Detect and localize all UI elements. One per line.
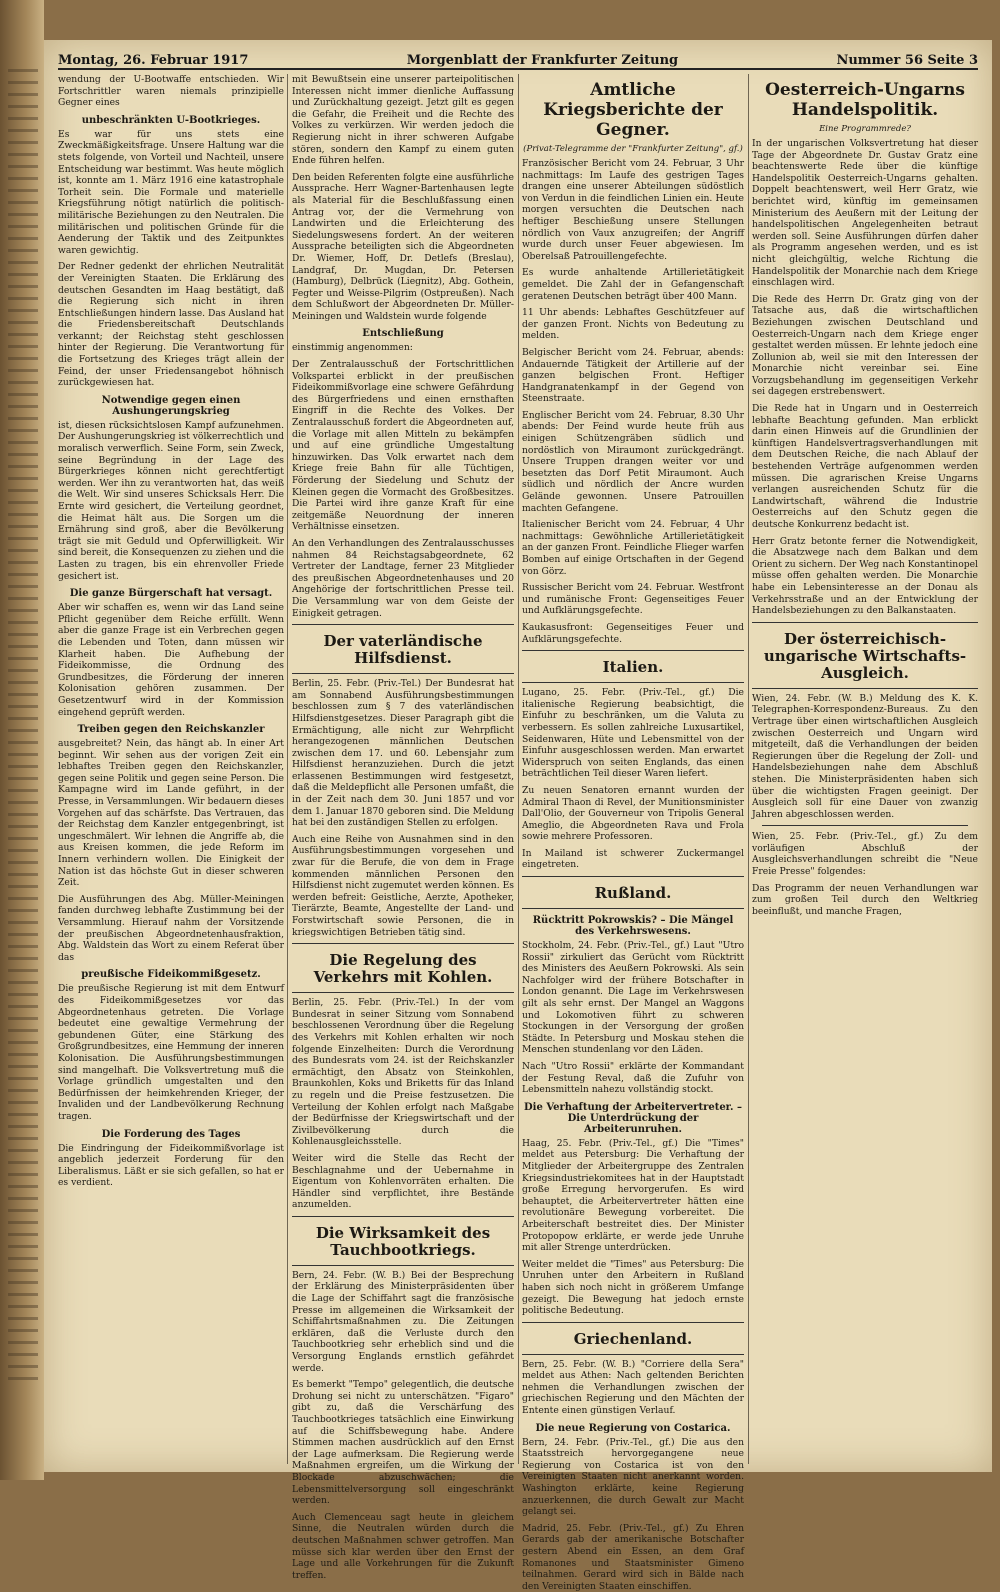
article-paragraph: An den Verhandlungen des Zentralausschusses nahmen 84 Reichstagsabgeordnete, 62 Vertreter der Landtage, ferner 23 Mitglieder des preußischen Abgeordnetenhauses und 20 Angehörige der fortschrittlichen Presse teil. Die Versammlung war von dem Geiste der Einigkeit getragen.: [292, 537, 514, 619]
article-note: (Privat-Telegramme der "Frankfurter Zeitung", gf.): [523, 144, 743, 154]
article-paragraph: Die Rede hat in Ungarn und in Oesterreich lebhafte Beachtung gefunden. Man erblickt darin einen Hinweis auf die Grundlinien der künftigen Handelsvertragsverhandlungen mit dem Deutschen Reiche, die nach Ablauf der bestehenden Verträge aufgenommen werden müssen. Die agrarischen Kreise Ungarns verlangen ausreichenden Schutz für die Landwirtschaft, während die Industrie Oesterreichs auf den Schutz gegen die deutsche Konkurrenz bedacht ist.: [752, 403, 978, 530]
article-paragraph: Die Ausführungen des Abg. Müller-Meiningen fanden durchweg lebhafte Zustimmung bei der Versammlung. Hierauf nahm der Vorsitzende der preußischen Abgeordnetenhausfraktion, Abg. Waldstein das Wort zu einem Referat über das: [58, 893, 284, 963]
column-rule: [287, 74, 288, 1464]
section-heading: Notwendige gegen einen Aushungerungskrieg: [101, 394, 241, 417]
article-paragraph: Englischer Bericht vom 24. Februar, 8.30 Uhr abends: Der Feind wurde heute früh aus einigen Schützengräben südlich und nordöstlich von Miraumont zurückgedrängt. Unsere Truppen drangen weiter vor und besetzten das Dorf Petit Miraumont. Auch südlich und nördlich der Ancre wurden Gelände gewonnen. Unsere Patrouillen machten Gefangene.: [522, 409, 744, 514]
article-paragraph: Den beiden Referenten folgte eine ausführliche Aussprache. Herr Wagner-Bartenhausen legte als Material für die Beschlußfassung einen Antrag vor, der die Vermehrung von Landwirten und die Erleichterung des Siedelungswesens fordert. An der weiteren Aussprache beteiligten sich die Abgeordneten Dr. Wiemer, Hoff, Dr. Detlefs (Breslau), Landgraf, Dr. Mugdan, Dr. Petersen (Hamburg), Delbrück (Liegnitz), Abg. Gothein, Fegter und Weisse-Pilgrim (Ostpreußen). Nach dem Schlußwort der Abgeordneten Dr. Müller-Meiningen und Waldstein wurde folgende: [292, 171, 514, 322]
section-heading: Die ganze Bürgerschaft hat versagt.: [69, 588, 273, 600]
article-paragraph: einstimmig angenommen:: [292, 342, 413, 354]
section-heading: Die Verhaftung der Arbeitervertreter. – Die Unterdrückung der Arbeiterunruhen.: [524, 1101, 742, 1135]
section-heading: preußische Fideikommißgesetz.: [81, 969, 261, 981]
article-paragraph: Wien, 24. Febr. (W. B.) Meldung des K. K. Telegraphen-Korrespondenz-Bureaus. Zu den Vertrage über einen wirtschaftlichen Ausgleich zwischen Oesterreich und Ungarn wird mitgeteilt, daß die Verhandlungen der beiden Regierungen über die Regelung der Zoll- und Handelsbeziehungen nahe dem Abschluß stehen. Die Ministerpräsidenten haben sich über die wichtigsten Fragen geeinigt. Der Ausgleich soll für eine Dauer von zwanzig Jahren abgeschlossen werden.: [752, 692, 978, 820]
section-heading: Rücktritt Pokrowskis? – Die Mängel des Verkehrswesens.: [532, 915, 734, 938]
article-paragraph: Französischer Bericht vom 24. Februar, 3 Uhr nachmittags: Im Laufe des gestrigen Tages drangen eine unserer Abteilungen südöstlich von Verdun in die feindlichen Linien ein. Heute morgen versuchten die Deutschen nach heftiger Beschießung unsere Stellungen nördlich von Vaux anzugreifen; der Angriff wurde durch unser Feuer abgewiesen. Im Oberelsaß Patrouillengefechte.: [522, 158, 744, 262]
article-paragraph: Weiter wird die Stelle das Recht der Beschlagnahme und der Uebernahme in Eigentum von Kohlenvorräten erhalten. Die Händler sind verpflichtet, ihre Bestände anzumelden.: [292, 1152, 514, 1211]
article-paragraph: Haag, 25. Febr. (Priv.-Tel., gf.) Die "Times" meldet aus Petersburg: Die Verhaftung der Mitglieder der Arbeitergruppe des Zentralen Kriegsindustriekomitees hat in der Hauptstadt große Erregung hervorgerufen. Es wird behauptet, die Arbeitervertreter hätten eine revolutionäre Bewegung vorbereitet. Die Arbeiterschaft bestreitet dies. Der Minister Protopopow erklärte, er werde jede Unruhe mit aller Strenge unterdrücken.: [522, 1137, 744, 1254]
column-3: [522, 74, 744, 1592]
article-paragraph: 11 Uhr abends: Lebhaftes Geschützfeuer auf der ganzen Front. Nichts von Bedeutung zu melden.: [522, 307, 744, 342]
article-paragraph: Berlin, 25. Febr. (Priv.-Tel.) Der Bundesrat hat am Sonnabend Ausführungsbestimmungen beschlossen zum § 7 des vaterländischen Hilfsdienstgesetzes. Dieser Paragraph gibt die Ermächtigung, alle nicht zur Wehrpflicht herangezogenen männlichen Deutschen zwischen dem 17. und 60. Lebensjahr zum Hilfsdienst heranzuziehen. Durch die jetzt erlassenen Bestimmungen wird festgesetzt, daß die Meldepflicht alle Personen umfaßt, die in der Zeit nach dem 30. Juni 1857 und vor dem 1. Januar 1870 geboren sind. Die Meldung hat bei den zuständigen Stellen zu erfolgen.: [292, 678, 514, 829]
article-paragraph: Auch Clemenceau sagt heute in gleichem Sinne, die Neutralen würden durch die deutschen Maßnahmen schwer getroffen. Man müsse sich klar werden über den Ernst der Lage und alle Vorkehrungen für die Zukunft treffen.: [292, 1511, 514, 1581]
section-heading: Die neue Regierung von Costarica.: [535, 1422, 731, 1434]
article-paragraph: Kaukasusfront: Gegenseitiges Feuer und Aufklärungsgefechte.: [522, 621, 744, 645]
article-paragraph: Zu neuen Senatoren ernannt wurden der Admiral Thaon di Revel, der Munitionsminister Dall'Olio, der Gouverneur von Tripolis General Ameglio, die Abgeordneten Rava und Frola sowie mehrere Professoren.: [522, 784, 744, 843]
article-paragraph: Russischer Bericht vom 24. Februar. Westfront und rumänische Front: Gegenseitiges Feuer und Aufklärungsgefechte.: [522, 582, 744, 617]
article-paragraph: Bern, 24. Febr. (Priv.-Tel., gf.) Die aus den Staatsstreich hervorgegangene neue Regierung von Costarica ist von den Vereinigten Staaten nicht anerkannt worden. Washington erklärte, keine Regierung anzuerkennen, die durch Gewalt zur Macht gelangt sei.: [522, 1436, 744, 1518]
article-headline: Griechenland.: [573, 1329, 693, 1348]
masthead-date: Montag, 26. Februar 1917: [58, 53, 249, 68]
article-headline: Der österreichisch-ungarische Wirtschafts-Ausgleich.: [763, 629, 967, 682]
article-note: Eine Programmrede?: [819, 124, 911, 134]
column-rule: [748, 74, 749, 1464]
section-heading: Treiben gegen den Reichskanzler: [77, 724, 265, 736]
article-paragraph: Wien, 25. Febr. (Priv.-Tel., gf.) Zu dem vorläufigen Abschluß der Ausgleichsverhandlungen schreibt die "Neue Freie Presse" folgendes:: [752, 831, 978, 878]
article-paragraph: Es wurde anhaltende Artillerietätigkeit gemeldet. Die Zahl der in Gefangenschaft geratenen Deutschen beträgt über 400 Mann.: [522, 267, 744, 302]
article-paragraph: Die preußische Regierung ist mit dem Entwurf des Fideikommißgesetzes vor das Abgeordnetenhaus getreten. Die Vorlage bedeutet eine gewaltige Vermehrung der gebundenen Güter, eine Stärkung des Großgrundbesitzes, eine Hemmung der inneren Kolonisation. Die Ausführungsbestimmungen sind mangelhaft. Die Volksvertretung muß die Vorlage gründlich umgestalten und den Bedürfnissen der heimkehrenden Krieger, der Invaliden und der Landbevölkerung Rechnung tragen.: [58, 983, 284, 1122]
article-paragraph: ist, diesen rücksichtslosen Kampf aufzunehmen. Der Aushungerungskrieg ist völkerrechtlich und moralisch verwerflich. Seine Form, sein Zweck, seine Begründung in der Lage des Bürgerkrieges können nicht gerechtfertigt werden. Wer ihn zu verantworten hat, das weiß die Welt. Wir sind unseres Schicksals Herr. Die Ernte wird gesichert, die Verteilung geordnet, die Heimat hält aus. Die Sorgen um die Ernährung sind groß, aber die Bevölkerung trägt sie mit Geduld und Opferwilligkeit. Wir sind bereit, die Konsequenzen zu ziehen und die Lasten zu tragen, bis ein ehrenvoller Friede gesichert ist.: [58, 419, 284, 582]
article-paragraph: Italienischer Bericht vom 24. Februar, 4 Uhr nachmittags: Gewöhnliche Artillerietätigkeit an der ganzen Front. Feindliche Flieger warfen Bomben auf einige Ortschaften in der Gegend von Görz.: [522, 519, 744, 577]
section-heading: Entschließung: [362, 328, 444, 340]
article-paragraph: In der ungarischen Volksvertretung hat dieser Tage der Abgeordnete Dr. Gustav Gratz eine beachtenswerte Rede über die künftige Handelspolitik Oesterreich-Ungarns gehalten. Doppelt beachtenswert, weil Herr Gratz, wie berichtet wird, künftig im gemeinsamen Ministerium des Aeußern mit der Leitung der handelspolitischen Angelegenheiten betraut werden soll. Seine Ausführungen dürfen daher als Programm angesehen werden, und es ist nicht gleichgültig, welche Richtung die Handelspolitik der Monarchie nach dem Kriege einschlagen wird.: [752, 138, 978, 289]
article-paragraph: Das Programm der neuen Verhandlungen war zum großen Teil durch den Weltkrieg beeinflußt, und manche Fragen,: [752, 882, 978, 917]
article-paragraph: Die Rede des Herrn Dr. Gratz ging von der Tatsache aus, daß die wirtschaftlichen Beziehungen zwischen Deutschland und Oesterreich-Ungarn nach dem Kriege enger gestaltet werden müssen. Er lehnte jedoch eine Zollunion ab, weil sie mit den Interessen der Monarchie nicht vereinbar sei. Eine Vorzugsbehandlung im gegenseitigen Verkehr sei dagegen erstrebenswert.: [752, 293, 978, 398]
section-heading: Die Forderung des Tages: [101, 1128, 241, 1140]
article-paragraph: Der Zentralausschuß der Fortschrittlichen Volkspartei erblickt in der preußischen Fideikommißvorlage eine schwere Gefährdung des Bürgerfriedens und einen ernsthaften Eingriff in die Rechte des Volkes. Der Zentralausschuß fordert die Abgeordneten auf, die Vorlage mit allen Mitteln zu bekämpfen und auf eine gründliche Umgestaltung hinzuwirken. Das Volk erwartet nach dem Kriege freie Bahn für alle Tüchtigen, Förderung der Siedelung und Schutz der Kleinen gegen die Vormacht des Großbesitzes. Die Partei wird ihre ganze Kraft für eine zeitgemäße Neuordnung der inneren Verhältnisse einsetzen.: [292, 359, 514, 533]
article-paragraph: Nach "Utro Rossii" erklärte der Kommandant der Festung Reval, daß die Zufuhr von Lebensmitteln nahezu vollständig stockt.: [522, 1061, 744, 1096]
masthead-title: Morgenblatt der Frankfurter Zeitung: [406, 53, 679, 68]
article-paragraph: Bern, 24. Febr. (W. B.) Bei der Besprechung der Erklärung des Ministerpräsidenten über die Lage der Schiffahrt sagt die französische Presse im allgemeinen die Wirksamkeit der Schiffahrtsmaßnahmen zu. Die Zeitungen erklären, daß die Verluste durch den Tauchbootkrieg sehr erheblich sind und die Versorgung Englands ernstlich gefährdet werde.: [292, 1269, 514, 1374]
article-headline: Oesterreich-Ungarns Handelspolitik.: [765, 80, 965, 120]
article-paragraph: Belgischer Bericht vom 24. Februar, abends: Andauernde Tätigkeit der Artillerie auf der ganzen belgischen Front. Heftiger Handgranatenkampf in der Gegend von Steenstraate.: [522, 346, 744, 405]
article-paragraph: wendung der U-Bootwaffe entschieden. Wir Fortschrittler waren niemals prinzipielle Gegner eines: [58, 74, 284, 109]
divider: [762, 825, 968, 826]
article-paragraph: Es war für uns stets eine Zweckmäßigkeitsfrage. Unsere Haltung war die stets folgende, von Vorteil und Nachteil, unsere Entscheidung war bestimmt. Was heute möglich ist, konnte am 1. März 1916 eine katastrophale Torheit sein. Die Formale und materielle Kriegsführung nötigt natürlich die politisch-militärische Beziehungen zu den Neutralen. Die militärischen und politischen Gründe für die Aenderung der Taktik und des Zeitpunktes waren gewichtig.: [58, 128, 284, 256]
article-paragraph: Aber wir schaffen es, wenn wir das Land seine Pflicht gegenüber dem Reiche erfüllt. Wenn aber die ganze Frage ist ein Verbrechen gegen die Lebenden und Toten, dann müssen wir Klarheit haben. Die Aufhebung der Fideikommisse, die Ordnung des Grundbesitzes, die Förderung der inneren Kolonisation gehören zusammen. Der Gesetzentwurf wird in der Kommission eingehend geprüft werden.: [58, 602, 284, 718]
column-4: [752, 74, 978, 1464]
column-rule: [518, 74, 519, 1464]
article-paragraph: ausgebreitet? Nein, das hängt ab. In einer Art beginnt. Wir sehen aus der vorigen Zeit ein lebhaftes Treiben gegen den Reichskanzler, gegen seine Politik und gegen seine Person. Die Kampagne wird im Lande geführt, in der Presse, in Versammlungen. Wir bedauern dieses Vorgehen auf das schärfste. Das Vertrauen, das der Reichstag dem Kanzler entgegenbringt, ist ungeschmälert. Wir lehnen die Angriffe ab, die aus Kreisen kommen, die jede Reform im Innern verhindern wollen. Die Einigkeit der Nation ist das höchste Gut in dieser schweren Zeit.: [58, 738, 284, 889]
masthead: [58, 46, 978, 70]
article-paragraph: Der Redner gedenkt der ehrlichen Neutralität der Vereinigten Staaten. Die Erklärung des deutschen Gesandten im Haag bestätigt, daß die Regierung sich nicht in ihren Entschließungen hindern lasse. Das Ausland hat die Friedensbereitschaft Deutschlands verkannt; der Reichstag steht geschlossen hinter der Regierung. Die Verantwortung für die Fortsetzung des Krieges trägt allein der Feind, der unser Friedensangebot höhnisch zurückgewiesen hat.: [58, 261, 284, 389]
article-paragraph: Herr Gratz betonte ferner die Notwendigkeit, die Absatzwege nach dem Balkan und dem Orient zu sichern. Der Weg nach Konstantinopel müsse offen gehalten werden. Die Monarchie habe ein Lebensinteresse an der Donau als Verkehrsstraße und an der Entwicklung der Handelsbeziehungen zu den Balkanstaaten.: [752, 535, 978, 617]
column-2: [292, 74, 514, 1581]
article-paragraph: Lugano, 25. Febr. (Priv.-Tel., gf.) Die italienische Regierung beabsichtigt, die Einfuhr zu beschränken, um die Valuta zu verbessern. Es sollen zahlreiche Luxusartikel, Seidenwaren, Hüte und Lebensmittel von der Einfuhr ausgeschlossen werden. Man erwartet Widerspruch von seiten Englands, das einen beträchtlichen Teil dieser Waren liefert.: [522, 687, 744, 780]
article-paragraph: Die Eindringung der Fideikommißvorlage ist angeblich jederzeit Forderung für den Liberalismus. Läßt er sie sich gefallen, so hat er es verdient.: [58, 1142, 284, 1189]
article-paragraph: Stockholm, 24. Febr. (Priv.-Tel., gf.) Laut "Utro Rossii" zirkuliert das Gerücht vom Rücktritt des Ministers des Aeußern Pokrowski. Als sein Nachfolger wird der frühere Botschafter in London genannt. Die Lage im Verkehrswesen gilt als sehr ernst. Der Mangel an Waggons und Lokomotiven führt zu schweren Stockungen in der Versorgung der großen Städte. In Petersburg und Moskau stehen die Menschen stundenlang vor den Läden.: [522, 940, 744, 1056]
article-headline: Die Wirksamkeit des Tauchbootkriegs.: [315, 1223, 491, 1259]
column-1: [58, 74, 284, 1464]
article-headline: Die Regelung des Verkehrs mit Kohlen.: [313, 951, 493, 987]
article-headline: Der vaterländische Hilfsdienst.: [323, 632, 483, 668]
article-headline: Italien.: [602, 658, 664, 677]
article-paragraph: Berlin, 25. Febr. (Priv.-Tel.) In der vom Bundesrat in seiner Sitzung vom Sonnabend beschlossenen Verordnung über die Regelung des Verkehrs mit Kohlen erhalten wir noch folgende Einzelheiten: Durch die Verordnung des Bundesrats vom 24. ist der Reichskanzler ermächtigt, den Absatz von Steinkohlen, Braunkohlen, Koks und Briketts für das Inland zu regeln und die Preise festzusetzen. Die Verteilung der Kohlen erfolgt nach Maßgabe der Bedürfnisse der Kriegswirtschaft und der Zivilbevölkerung durch die Kohlenausgleichsstelle.: [292, 997, 514, 1148]
article-paragraph: mit Bewußtsein eine unserer parteipolitischen Interessen nicht immer dienliche Auffassung und Zurückhaltung gezeigt. Jetzt gilt es gegen die Gefahr, die Freiheit und die Rechte des Volkes zu verkürzen. Wir werden jedoch die Regierung nicht in ihrer schweren Aufgabe stören, sondern den Kampf zu einem guten Ende führen helfen.: [292, 74, 514, 167]
article-headline: Amtliche Kriegsberichte der Gegner.: [543, 80, 723, 140]
article-headline: Rußland.: [594, 884, 672, 903]
newspaper-page: [44, 40, 992, 1592]
article-paragraph: Bern, 25. Febr. (W. B.) "Corriere della Sera" meldet aus Athen: Nach geltenden Berichten nehmen die Verhandlungen zwischen der griechischen Regierung und den Mächten der Entente einen günstigen Verlauf.: [522, 1358, 744, 1417]
article-paragraph: Es bemerkt "Tempo" gelegentlich, die deutsche Drohung sei nicht zu unterschätzen. "Figaro" gibt zu, daß die Verschärfung des Tauchbootkrieges tatsächlich eine Einwirkung auf die Schiffsbewegung habe. Andere Stimmen machen ausdrücklich auf den Ernst der Lage aufmerksam. Die Regierung werde Maßnahmen ergreifen, um die Wirkung der Blockade abzuschwächen; die Lebensmittelversorgung soll eingeschränkt werden.: [292, 1379, 514, 1507]
article-paragraph: In Mailand ist schwerer Zuckermangel eingetreten.: [522, 847, 744, 871]
article-paragraph: Madrid, 25. Febr. (Priv.-Tel., gf.) Zu Ehren Gerards gab der amerikanische Botschafter gestern Abend ein Essen, an dem Graf Romanones und Staatsminister Gimeno teilnahmen. Gerard wird sich in Bälde nach den Vereinigten Staaten einschiffen.: [522, 1522, 744, 1592]
section-heading: unbeschränkten U-Bootkrieges.: [81, 114, 261, 126]
adjacent-page-edge: [0, 0, 44, 1480]
article-paragraph: Auch eine Reihe von Ausnahmen sind in den Ausführungsbestimmungen vorgesehen und zwar für die Berufe, die von dem in Frage kommenden männlichen Personen den Hilfsdienst nicht zugemutet werden können. Es werden befreit: Geistliche, Aerzte, Apotheker, Tierärzte, Beamte, Angestellte der Land- und Forstwirtschaft sowie Personen, die in kriegswichtigen Betrieben tätig sind.: [292, 833, 514, 938]
article-paragraph: Weiter meldet die "Times" aus Petersburg: Die Unruhen unter den Arbeitern in Rußland haben sich noch nicht in größerem Umfange gezeigt. Die Bewegung hat jedoch ernste politische Bedeutung.: [522, 1258, 744, 1317]
masthead-page-number: Nummer 56 Seite 3: [836, 53, 978, 68]
